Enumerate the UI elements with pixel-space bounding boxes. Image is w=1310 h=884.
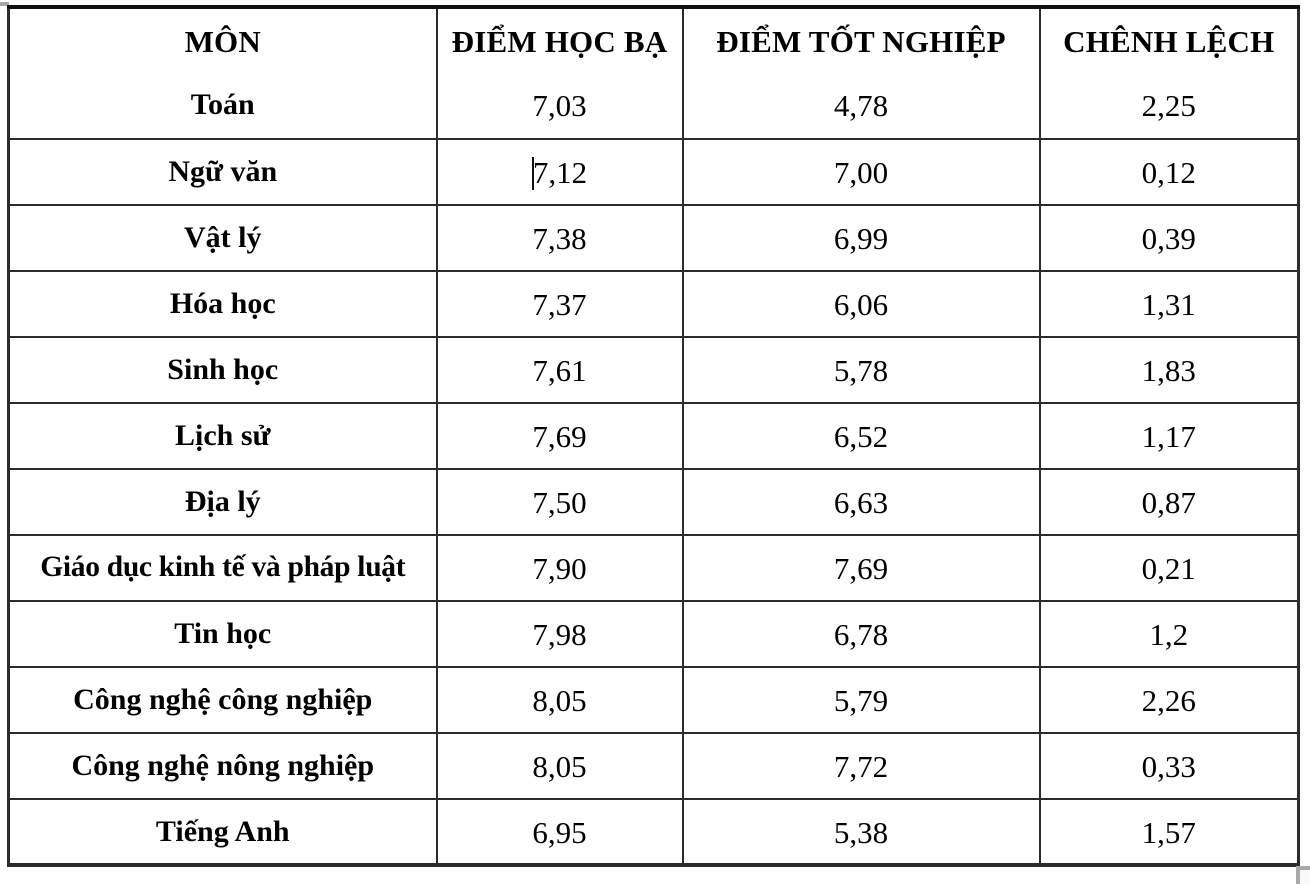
subject-value: Tiếng Anh	[155, 815, 290, 848]
diem_hoc_ba-value: 7,61	[532, 353, 587, 388]
diem_hoc_ba-value: 8,05	[532, 683, 587, 718]
cell-diem_hoc_ba[interactable]	[437, 403, 683, 469]
cell-chenh_lech[interactable]	[1040, 271, 1299, 337]
score-table-container	[7, 5, 1297, 867]
diem_hoc_ba-value: 7,98	[532, 617, 587, 652]
chenh_lech-value: 1,83	[1141, 353, 1196, 388]
column-header-chenh-lech-label: CHÊNH LỆCH	[1063, 24, 1275, 59]
table-row	[9, 337, 1299, 403]
cell-diem_tot_nghiep[interactable]	[683, 667, 1040, 733]
cell-chenh_lech[interactable]	[1040, 403, 1299, 469]
cell-chenh_lech[interactable]	[1040, 337, 1299, 403]
cell-subject[interactable]	[9, 337, 437, 403]
chenh_lech-value: 0,39	[1141, 221, 1196, 256]
subject-value: Công nghệ nông nghiệp	[71, 749, 375, 782]
cell-subject[interactable]	[9, 271, 437, 337]
table-row	[9, 469, 1299, 535]
cell-diem_hoc_ba[interactable]	[437, 601, 683, 667]
subject-value: Vật lý	[184, 221, 262, 254]
diem_tot_nghiep-value: 5,78	[833, 353, 889, 388]
diem_hoc_ba-value: 7,12	[532, 155, 588, 190]
cell-subject[interactable]	[9, 403, 437, 469]
cell-subject[interactable]	[9, 73, 437, 139]
column-header-subject[interactable]	[9, 7, 437, 73]
subject-value: Địa lý	[184, 485, 261, 518]
caret-cell-wrapper	[440, 140, 680, 190]
diem_hoc_ba-value: 6,95	[532, 815, 587, 850]
column-header-chenh-lech[interactable]	[1040, 7, 1299, 73]
cell-diem_hoc_ba[interactable]	[437, 205, 683, 271]
cell-diem_hoc_ba[interactable]	[437, 271, 683, 337]
diem_hoc_ba-value: 7,37	[532, 287, 587, 322]
table-row	[9, 271, 1299, 337]
cell-subject[interactable]	[9, 535, 437, 601]
diem_hoc_ba-value: 7,69	[532, 419, 587, 454]
cell-diem_tot_nghiep[interactable]	[683, 271, 1040, 337]
column-header-diem-hoc-ba[interactable]	[437, 7, 683, 73]
chenh_lech-value: 1,2	[1149, 617, 1189, 652]
table-row	[9, 667, 1299, 733]
diem_tot_nghiep-value: 6,52	[833, 419, 889, 454]
chenh_lech-value: 2,26	[1141, 683, 1196, 718]
header-row	[9, 7, 1299, 73]
table-row	[9, 733, 1299, 799]
column-header-diem-tot-nghiep-label: ĐIỂM TỐT NGHIỆP	[716, 24, 1006, 59]
table-row	[9, 601, 1299, 667]
cell-diem_tot_nghiep[interactable]	[683, 337, 1040, 403]
table-header	[9, 7, 1299, 73]
cell-chenh_lech[interactable]	[1040, 733, 1299, 799]
cell-diem_hoc_ba[interactable]	[437, 667, 683, 733]
chenh_lech-value: 0,33	[1141, 749, 1196, 784]
column-header-subject-label: MÔN	[184, 24, 261, 59]
cell-subject[interactable]	[9, 205, 437, 271]
cell-chenh_lech[interactable]	[1040, 73, 1299, 139]
cell-diem_tot_nghiep[interactable]	[683, 799, 1040, 865]
subject-value: Ngữ văn	[168, 155, 278, 188]
cell-chenh_lech[interactable]	[1040, 139, 1299, 205]
chenh_lech-value: 1,17	[1141, 419, 1196, 454]
cell-chenh_lech[interactable]	[1040, 601, 1299, 667]
diem_tot_nghiep-value: 7,00	[833, 155, 889, 190]
cell-subject[interactable]	[9, 799, 437, 865]
cell-diem_tot_nghiep[interactable]	[683, 403, 1040, 469]
table-row	[9, 205, 1299, 271]
cell-diem_tot_nghiep[interactable]	[683, 601, 1040, 667]
table-row	[9, 139, 1299, 205]
cell-chenh_lech[interactable]	[1040, 205, 1299, 271]
diem_hoc_ba-value: 7,50	[532, 485, 587, 520]
subject-value: Hóa học	[169, 287, 276, 320]
diem_tot_nghiep-value: 7,69	[833, 551, 889, 586]
diem_tot_nghiep-value: 6,99	[833, 221, 889, 256]
chenh_lech-value: 0,21	[1141, 551, 1196, 586]
cell-subject[interactable]	[9, 667, 437, 733]
diem_hoc_ba-value: 8,05	[532, 749, 587, 784]
chenh_lech-value: 1,31	[1141, 287, 1196, 322]
diem_tot_nghiep-value: 4,78	[833, 88, 889, 123]
cell-diem_tot_nghiep[interactable]	[683, 139, 1040, 205]
diem_tot_nghiep-value: 7,72	[833, 749, 889, 784]
cell-diem_hoc_ba[interactable]	[437, 799, 683, 865]
resize-handle-bottom-right-icon[interactable]	[1296, 866, 1310, 884]
cell-diem_tot_nghiep[interactable]	[683, 205, 1040, 271]
column-header-diem-hoc-ba-label: ĐIỂM HỌC BẠ	[451, 24, 668, 59]
cell-diem_tot_nghiep[interactable]	[683, 469, 1040, 535]
cell-chenh_lech[interactable]	[1040, 469, 1299, 535]
diem_hoc_ba-value: 7,90	[532, 551, 587, 586]
table-row	[9, 799, 1299, 865]
cell-diem_hoc_ba[interactable]	[437, 337, 683, 403]
chenh_lech-value: 1,57	[1141, 815, 1196, 850]
diem_tot_nghiep-value: 5,38	[833, 815, 889, 850]
diem_tot_nghiep-value: 5,79	[833, 683, 889, 718]
subject-value: Công nghệ công nghiệp	[73, 683, 373, 716]
subject-value: Sinh học	[167, 353, 279, 386]
subject-value: Lịch sử	[174, 419, 271, 452]
subject-value: Toán	[190, 88, 255, 121]
cell-diem_hoc_ba[interactable]	[437, 469, 683, 535]
diem_tot_nghiep-value: 6,06	[833, 287, 889, 322]
diem_tot_nghiep-value: 6,63	[833, 485, 889, 520]
column-header-diem-tot-nghiep[interactable]	[683, 7, 1040, 73]
cell-chenh_lech[interactable]	[1040, 799, 1299, 865]
cell-diem_hoc_ba[interactable]	[437, 733, 683, 799]
chenh_lech-value: 0,12	[1141, 155, 1196, 190]
diem_hoc_ba-value: 7,38	[532, 221, 587, 256]
cell-subject[interactable]	[9, 733, 437, 799]
cell-diem_hoc_ba[interactable]	[437, 73, 683, 139]
chenh_lech-value: 2,25	[1141, 88, 1196, 123]
cell-diem_hoc_ba[interactable]	[437, 535, 683, 601]
chenh_lech-value: 0,87	[1141, 485, 1196, 520]
cell-subject[interactable]	[9, 139, 437, 205]
cell-diem_hoc_ba[interactable]	[437, 139, 683, 205]
cell-subject[interactable]	[9, 469, 437, 535]
cell-subject[interactable]	[9, 601, 437, 667]
cell-diem_tot_nghiep[interactable]	[683, 535, 1040, 601]
table-row	[9, 73, 1299, 139]
diem_hoc_ba-value: 7,03	[532, 88, 587, 123]
subject-score-table	[7, 5, 1300, 867]
table-row	[9, 535, 1299, 601]
subject-value: Giáo dục kinh tế và pháp luật	[40, 551, 406, 583]
cell-diem_tot_nghiep[interactable]	[683, 73, 1040, 139]
table-row	[9, 403, 1299, 469]
cell-diem_tot_nghiep[interactable]	[683, 733, 1040, 799]
diem_tot_nghiep-value: 6,78	[833, 617, 889, 652]
cell-chenh_lech[interactable]	[1040, 535, 1299, 601]
table-body	[9, 73, 1299, 865]
cell-chenh_lech[interactable]	[1040, 667, 1299, 733]
subject-value: Tin học	[174, 617, 272, 650]
